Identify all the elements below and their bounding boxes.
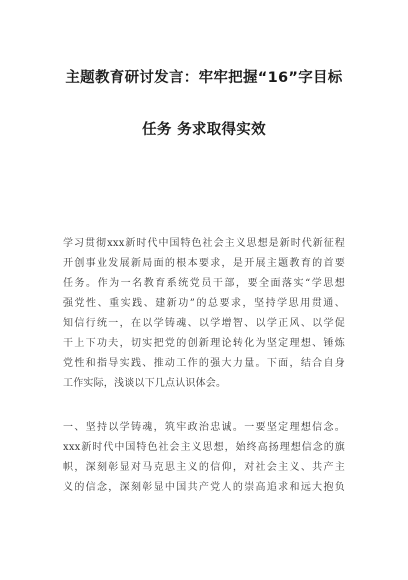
paragraph-1-line: 干上下功夫，切实把党的创新理论转化为坚定理想、锤炼 — [63, 338, 345, 349]
paragraph-1-line: 学习贯彻xxx新时代中国特色社会主义思想是新时代新征程 — [63, 238, 345, 249]
document-title-line-1: 主题教育研讨发言：牢牢把握“16”字目标 — [65, 70, 343, 86]
paragraph-2-line: 帜，深刻彰显对马克思主义的信仰，对社会主义、共产主 — [63, 462, 345, 473]
paragraph-1-line: 知信行统一，在以学铸魂、以学增智、以学正风、以学促 — [63, 318, 345, 329]
document-title-line-2: 任务 务求取得实效 — [142, 122, 266, 138]
paragraph-2-line: 义的信念，深刻彰显中国共产党人的崇高追求和远大抱负 — [63, 482, 345, 493]
paragraph-1-line: 开创事业发展新局面的根本要求，是开展主题教育的首要 — [63, 258, 345, 269]
paragraph-2-line: xxx新时代中国特色社会主义思想，始终高扬理想信念的旗 — [63, 442, 345, 453]
paragraph-2-line: 一、坚持以学铸魂，筑牢政治忠诚。一要坚定理想信念。 — [63, 422, 345, 433]
paragraph-1-line: 党性和指导实践、推动工作的强大力量。下面，结合自身 — [63, 358, 345, 369]
paragraph-1-line: 任务。作为一名教育系统党员干部，要全面落实“学思想 — [63, 278, 345, 289]
paragraph-1-line: 强党性、重实践、建新功”的总要求，坚持学思用贯通、 — [63, 298, 345, 309]
paragraph-1-line: 工作实际，浅谈以下几点认识体会。 — [63, 378, 227, 389]
